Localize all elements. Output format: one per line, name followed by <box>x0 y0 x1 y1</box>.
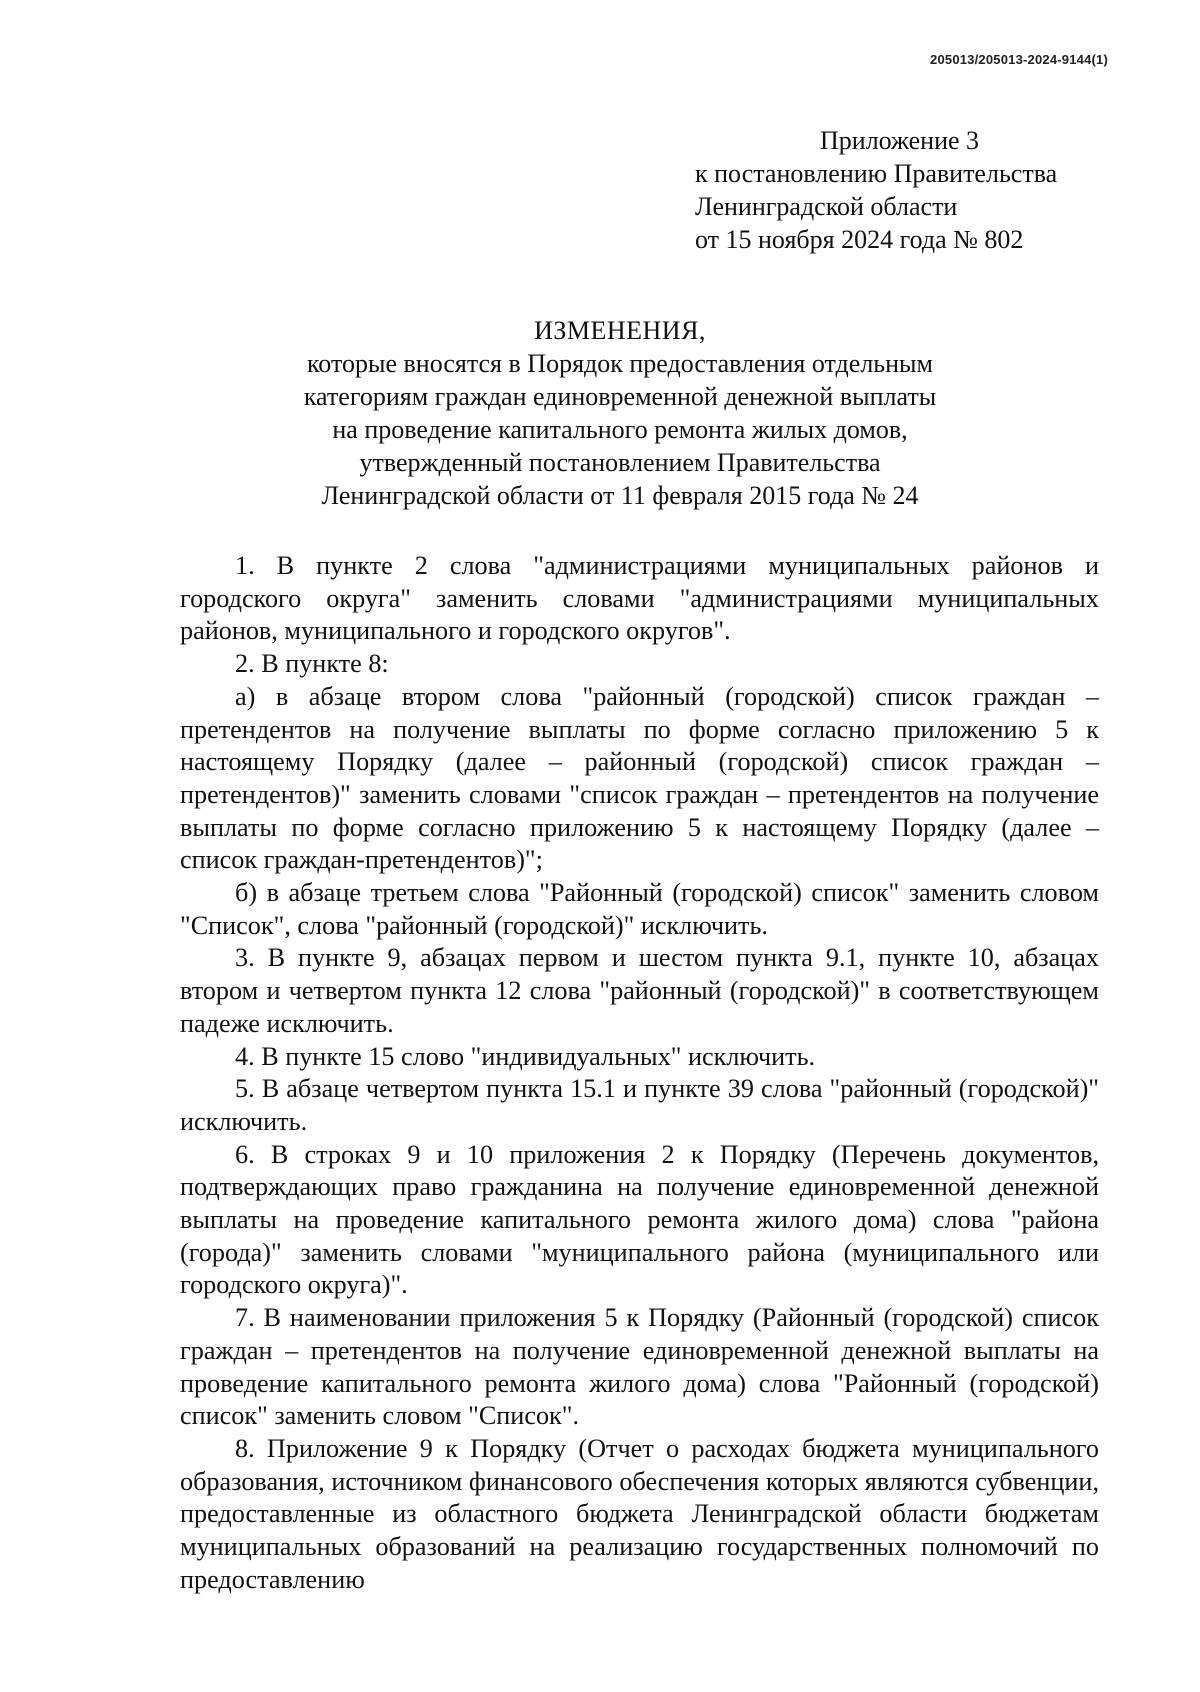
title-subtitle-line: на проведение капитального ремонта жилых домов, <box>332 415 908 444</box>
annex-line: Ленинградской области <box>695 192 958 221</box>
paragraph: 7. В наименовании приложения 5 к Порядку (Районный (городской) список граждан – претендентов на получение единовременной денежной выплаты на проведение капитального ремонта жилого дома) слова "Районный (городской) список" заменить словом "Список". <box>180 1303 1099 1431</box>
annex-line: Приложение 3 <box>820 126 980 155</box>
paragraph: 6. В строках 9 и 10 приложения 2 к Порядку (Перечень документов, подтверждающих право гражданина на получение единовременной денежной выплаты на проведение капитального ремонта жилого дома) слова "района (города)" заменить словами "муниципального района (муниципального или городского округа)". <box>180 1139 1099 1300</box>
document-title <box>160 314 1080 512</box>
document-body <box>180 550 1099 1597</box>
paragraph: 8. Приложение 9 к Порядку (Отчет о расходах бюджета муниципального образования, источником финансового обеспечения которых являются субвенции, предоставленные из областного бюджета Ленинградской области бюджетам муниципальных образований на реализацию государственных полномочий по предоставлению <box>180 1433 1099 1594</box>
paragraph: 5. В абзаце четвертом пункта 15.1 и пункте 39 слова "районный (городской)" исключить. <box>180 1074 1099 1136</box>
title-subtitle-line: утвержденный постановлением Правительства <box>359 448 881 477</box>
paragraph: 1. В пункте 2 слова "администрациями муниципальных районов и городского округа" заменить словами "администрациями муниципальных районов, муниципального и городского округов". <box>180 551 1099 646</box>
title-subtitle-line: Ленинградской области от 11 февраля 2015 года № 24 <box>321 481 919 510</box>
annex-line: к постановлению Правительства <box>695 159 1058 188</box>
document-id: 205013/205013-2024-9144(1) <box>930 52 1108 67</box>
paragraph: 4. В пункте 15 слово "индивидуальных" исключить. <box>235 1041 816 1071</box>
paragraph: 2. В пункте 8: <box>235 649 389 679</box>
paragraph: б) в абзаце третьем слова "Районный (городской) список" заменить словом "Список", слова "районный (городской)" исключить. <box>180 878 1099 940</box>
title-heading: ИЗМЕНЕНИЯ, <box>534 316 706 345</box>
annex-line: от 15 ноября 2024 года № 802 <box>695 225 1024 254</box>
title-subtitle-line: которые вносятся в Порядок предоставления отдельным <box>307 349 933 378</box>
paragraph: а) в абзаце втором слова "районный (городской) список граждан – претендентов на получение выплаты по форме согласно приложению 5 к настоящему Порядку (далее – районный (городской) список граждан – претендентов)" заменить словами "список граждан – претендентов на получение выплаты по форме согласно приложению 5 к настоящему Порядку (далее – список граждан-претендентов)"; <box>180 681 1099 875</box>
title-subtitle-line: категориям граждан единовременной денежной выплаты <box>303 382 937 411</box>
paragraph: 3. В пункте 9, абзацах первом и шестом пункта 9.1, пункте 10, абзацах втором и четвертом пункта 12 слова "районный (городской)" в соответствующем падеже исключить. <box>180 943 1099 1038</box>
annex-reference <box>695 124 1115 256</box>
